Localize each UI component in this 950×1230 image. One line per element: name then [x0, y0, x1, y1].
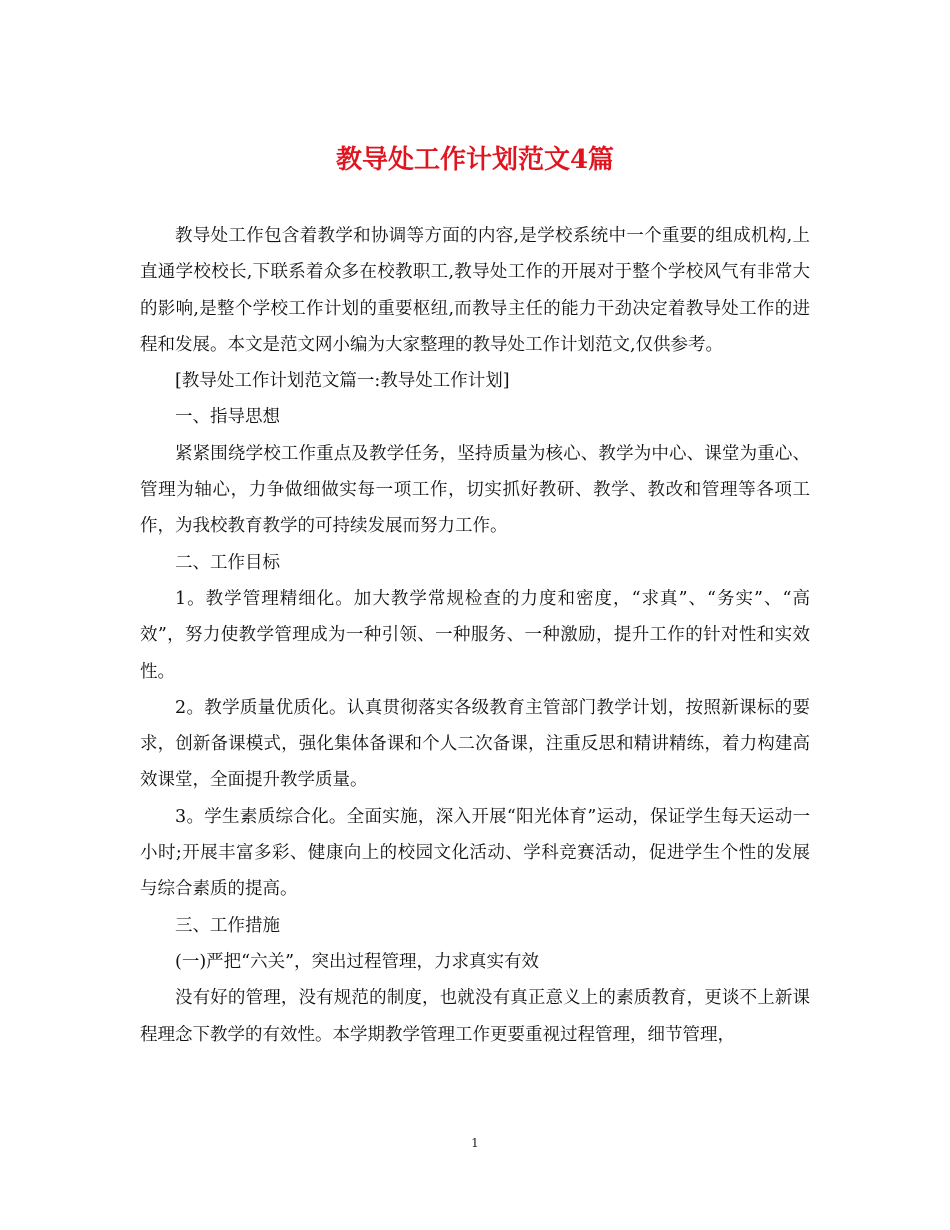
heading-work-goals: 二、工作目标 — [175, 552, 280, 573]
subheading-measure-1: (一)严把“六关”，突出过程管理，力求真实有效 — [175, 951, 540, 972]
page-number: 1 — [471, 1136, 479, 1150]
paragraph-goal-2: 2。教学质量优质化。认真贯彻落实各级教育主管部门教学计划，按照新课标的要求，创新备课模式，强化集体备课和个人二次备课，注重反思和精讲精练，着力构建高效课堂，全面提升教学质量。 — [140, 697, 810, 791]
paragraph-guiding-thought: 紧紧围绕学校工作重点及教学任务，坚持质量为核心、教学为中心、课堂为重心、管理为轴心，力争做细做实每一项工作，切实抓好教研、教学、教改和管理等各项工作，为我校教育教学的可持续发展而努力工作。 — [140, 443, 810, 537]
document-title: 教导处工作计划范文4篇 — [335, 145, 615, 175]
heading-guiding-thought: 一、指导思想 — [175, 407, 280, 428]
paragraph-goal-3: 3。学生素质综合化。全面实施，深入开展“阳光体育”运动，保证学生每天运动一小时;开展丰富多彩、健康向上的校园文化活动、学科竞赛活动，促进学生个性的发展与综合素质的提高。 — [140, 806, 810, 900]
document-body — [140, 218, 810, 1053]
section-heading-part-one: [教导处工作计划范文篇一:教导处工作计划] — [175, 371, 510, 392]
paragraph-goal-1: 1。教学管理精细化。加大教学常规检查的力度和密度，“求真”、“务实”、“高效”，努力使教学管理成为一种引领、一种服务、一种激励，提升工作的针对性和实效性。 — [140, 588, 810, 682]
paragraph-measure-1: 没有好的管理，没有规范的制度，也就没有真正意义上的素质教育，更谈不上新课程理念下教学的有效性。本学期教学管理工作更要重视过程管理，细节管理， — [140, 988, 810, 1045]
intro-paragraph: 教导处工作包含着教学和协调等方面的内容,是学校系统中一个重要的组成机构,上直通学校校长,下联系着众多在校教职工,教导处工作的开展对于整个学校风气有非常大的影响,是整个学校工作计划的重要枢纽,而教导主任的能力干劲决定着教导处工作的进程和发展。本文是范文网小编为大家整理的教导处工作计划范文,仅供参考。 — [140, 226, 810, 355]
heading-work-measures: 三、工作措施 — [175, 915, 280, 936]
